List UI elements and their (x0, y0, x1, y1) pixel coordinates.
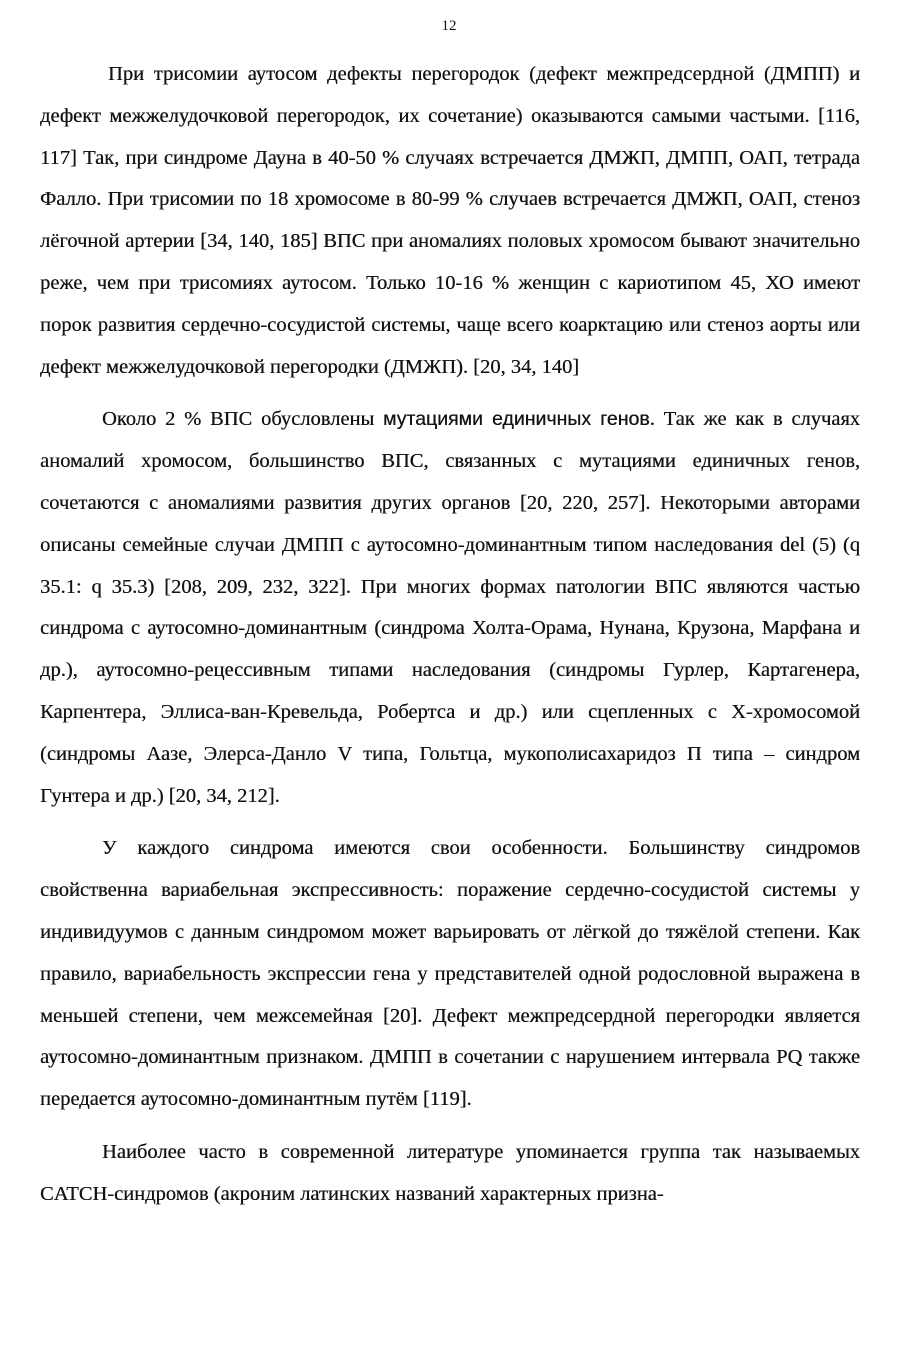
page-number: 12 (441, 18, 457, 34)
paragraph-2 (40, 399, 860, 817)
paragraph-4 (40, 1132, 860, 1216)
paragraph-4-text: Наиболее часто в современной литературе упоминается группа так называемых CATCH-синдромов (акроним латинских названий характерных призна- (40, 1140, 860, 1205)
paragraph-2-text-rest: . Так же как в случаях аномалий хромосом, большинство ВПС, связанных с мутациями единичных генов, сочетаются с аномалиями развития других органов [20, 220, 257]. Некоторыми авторами описаны семейные случаи ДМПП с аутосомно-доминантным типом наследования del (5) (q 35.1: q 35.3) [208, 209, 232, 322]. При многих формах патологии ВПС являются частью синдрома с аутосомно-доминантным (синдрома Холта-Орама, Нунана, Крузона, Марфана и др.), аутосомно-рецессивным типами наследования (синдромы Гурлер, Картагенера, Карпентера, Эллиса-ван-Кревельда, Робертса и др.) или сцепленных с Х-хромосомой (синдромы Аазе, Элерса-Данло V типа, Гольтца, мукополисахаридоз П типа – синдром Гунтера и др.) [20, 34, 212]. (40, 408, 861, 807)
paragraph-2-text-start: Около 2 % ВПС обусловлены (102, 408, 383, 431)
paragraph-2-emphasis: мутациями единичных генов (383, 408, 650, 431)
paragraph-3 (40, 828, 860, 1121)
paragraph-1-text: При трисомии аутосом дефекты перегородок (дефект межпредсердной (ДМПП) и дефект межжелудочковой перегородок, их сочетание) оказываются самыми частыми. [116, 117] Так, при синдроме Дауна в 40-50 % случаях встречается ДМЖП, ДМПП, ОАП, тетрада Фалло. При трисомии по 18 хромосоме в 80-99 % случаев встречается ДМЖП, ОАП, стеноз лёгочной артерии [34, 140, 185] ВПС при аномалиях половых хромосом бывают значительно реже, чем при трисомиях аутосом. Только 10-16 % женщин с кариотипом 45, ХО имеют порок развития сердечно-сосудистой системы, чаще всего коарктацию или стеноз аорты или дефект межжелудочковой перегородки (ДМЖП). [20, 34, 140] (40, 63, 860, 378)
paragraph-1 (40, 54, 860, 388)
paragraph-3-text: У каждого синдрома имеются свои особенности. Большинству синдромов свойственна вариабельная экспрессивность: поражение сердечно-сосудистой системы у индивидуумов с данным синдромом может варьировать от лёгкой до тяжёлой степени. Как правило, вариабельность экспрессии гена у представителей одной родословной выражена в меньшей степени, чем межсемейная [20]. Дефект межпредсердной перегородки является аутосомно-доминантным признаком. ДМПП в сочетании с нарушением интервала PQ также передается аутосомно-доминантным путём [119]. (40, 837, 860, 1111)
page-body (40, 54, 860, 1227)
